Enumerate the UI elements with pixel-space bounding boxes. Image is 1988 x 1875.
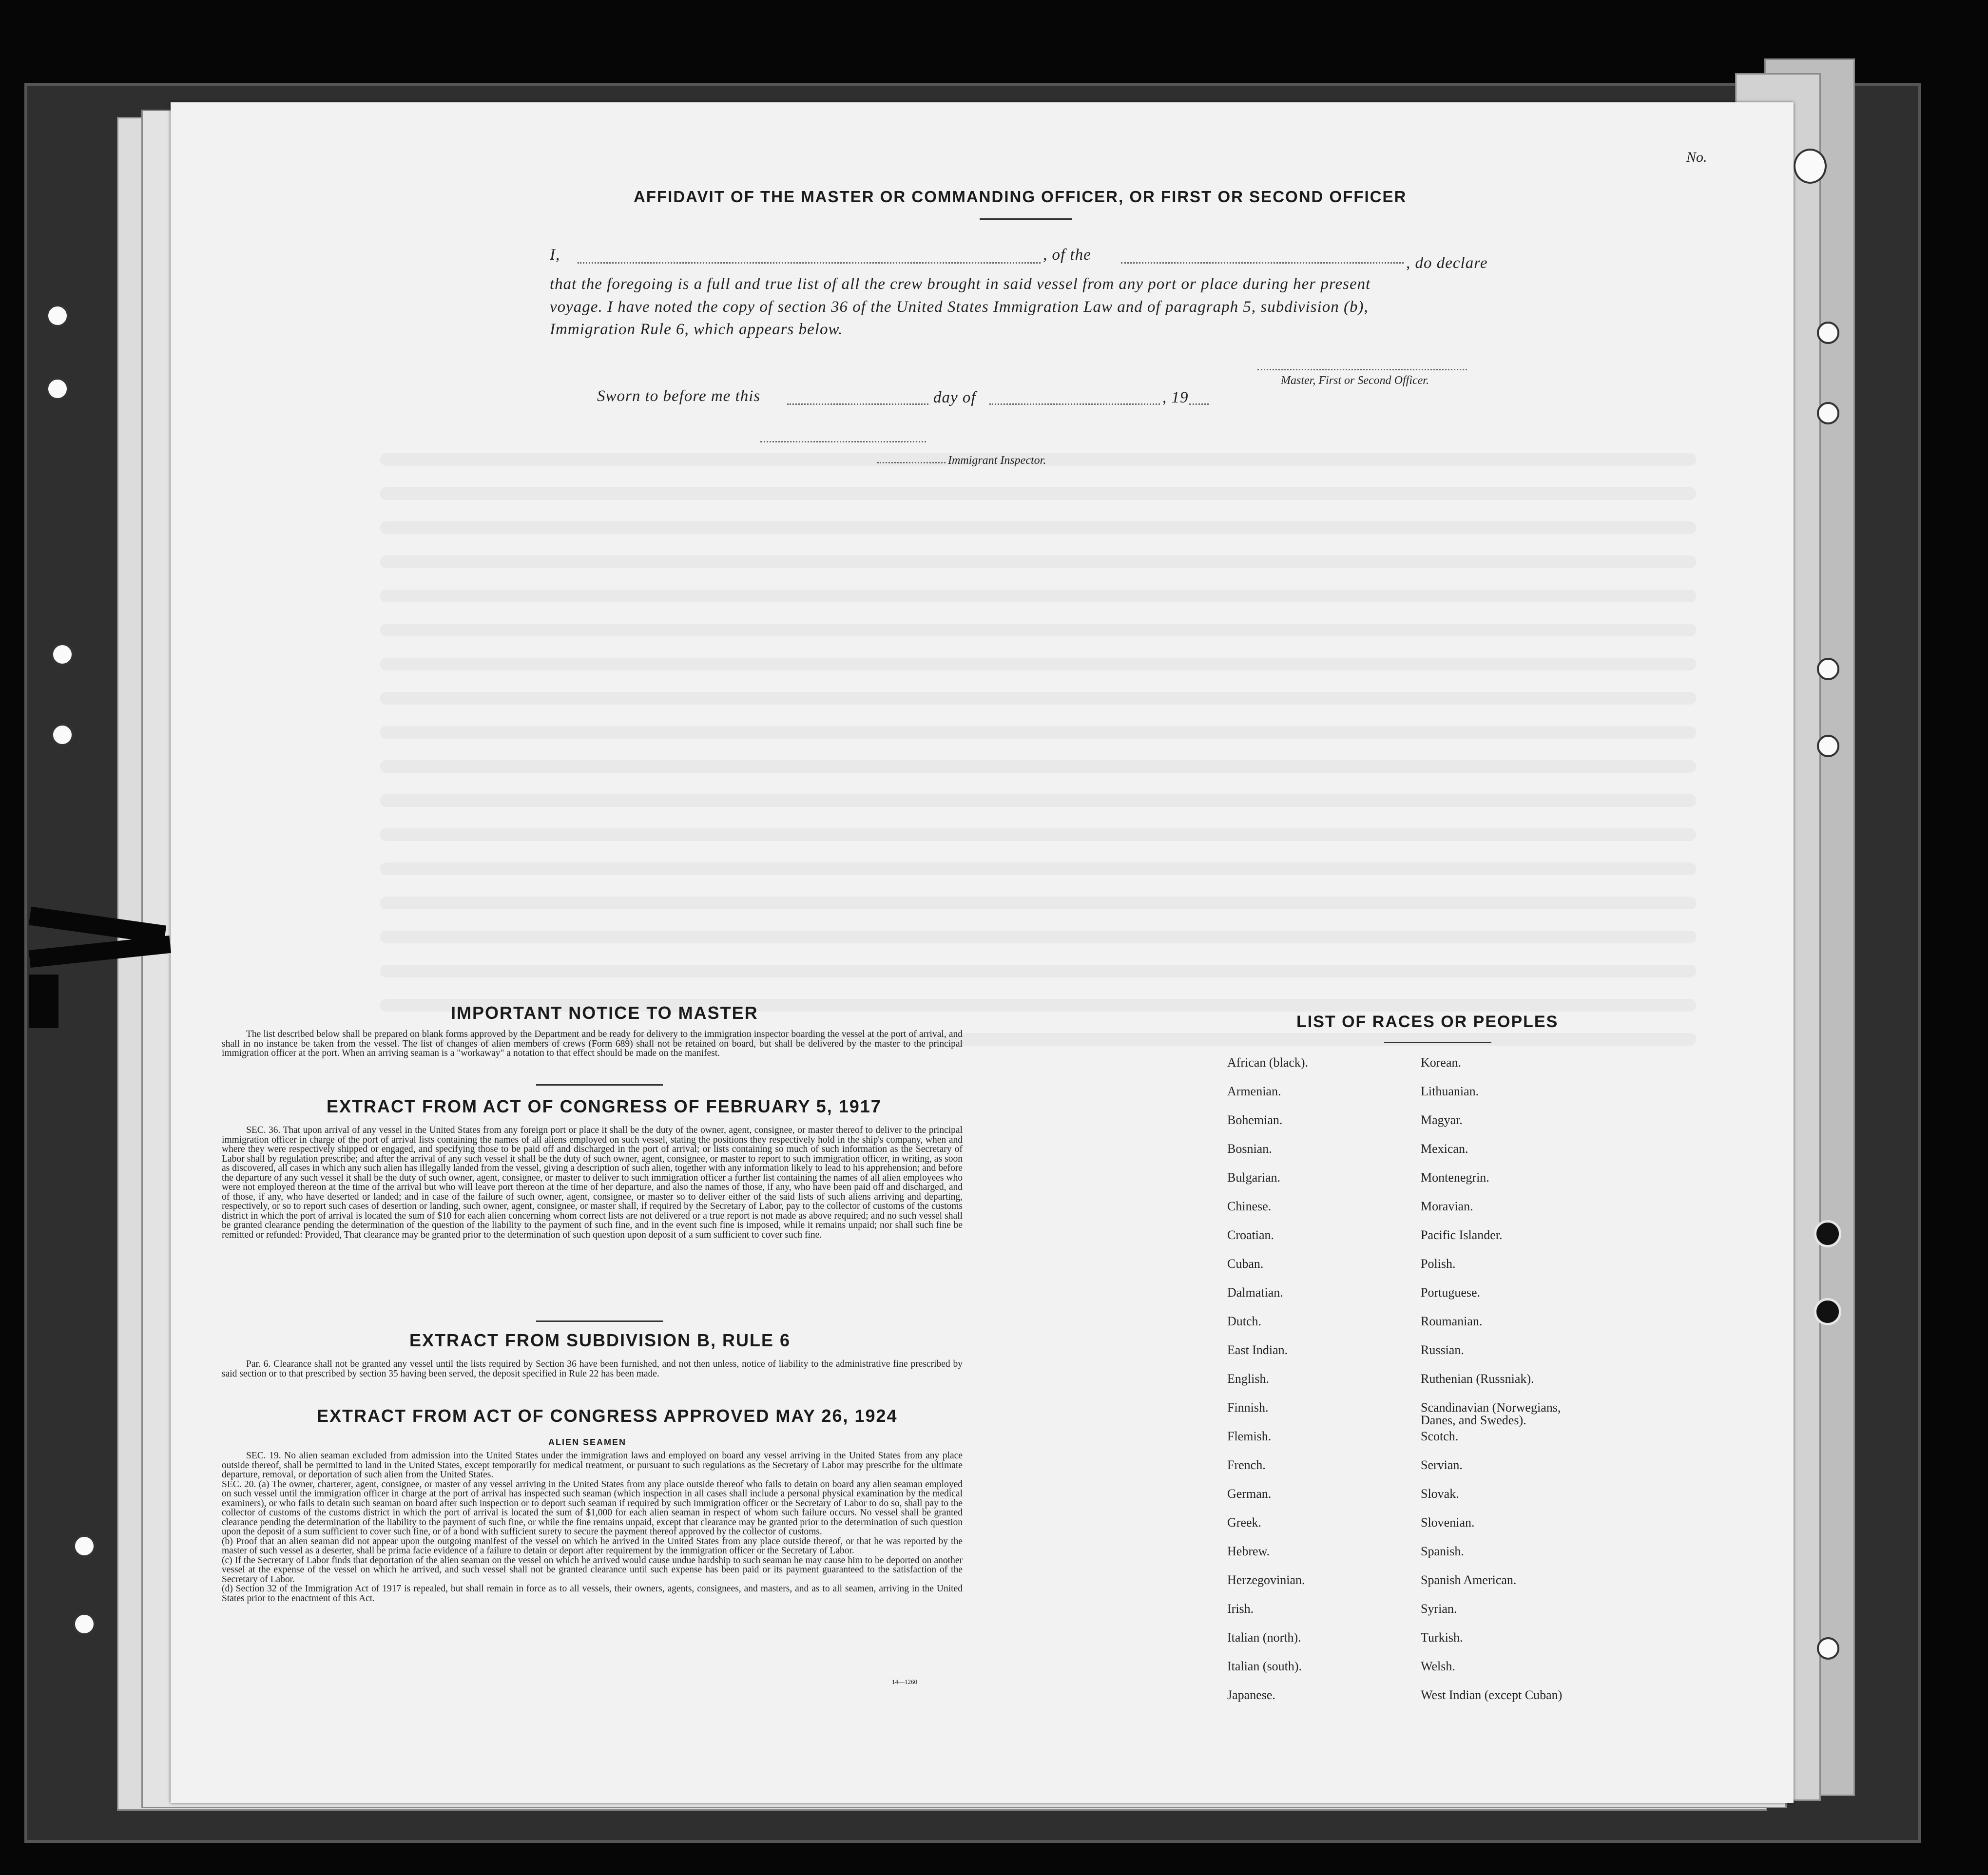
races-rule <box>1384 1042 1491 1043</box>
race-item: Armenian. <box>1227 1084 1281 1098</box>
race-item: Slovenian. <box>1421 1515 1475 1530</box>
binder-hole <box>73 1535 96 1557</box>
bleed-through <box>380 487 1696 500</box>
officer-caption: Master, First or Second Officer. <box>1281 374 1429 387</box>
race-item: Russian. <box>1421 1343 1464 1357</box>
sworn-day-blank <box>787 403 928 405</box>
race-item: Croatian. <box>1227 1228 1274 1242</box>
affidavit-do-declare: , do declare <box>1406 254 1488 272</box>
bleed-through <box>380 726 1696 739</box>
binder-hole <box>1817 402 1839 424</box>
race-item: Slovak. <box>1421 1487 1459 1501</box>
affidavit-i: I, <box>550 246 560 264</box>
race-item: Servian. <box>1421 1458 1463 1472</box>
race-item: Flemish. <box>1227 1429 1272 1443</box>
race-item: Spanish American. <box>1421 1573 1517 1587</box>
race-item: Turkish. <box>1421 1630 1463 1645</box>
bleed-through <box>380 794 1696 807</box>
notice-heading: IMPORTANT NOTICE TO MASTER <box>451 1003 758 1023</box>
binder-hole <box>1814 1298 1841 1325</box>
bleed-through <box>380 828 1696 841</box>
officer-signature-line <box>1257 369 1467 370</box>
sworn-text: Sworn to before me this <box>597 387 761 405</box>
inspector-caption: Immigrant Inspector. <box>948 454 1046 467</box>
bleed-through <box>380 555 1696 568</box>
affidavit-line-4: Immigration Rule 6, which appears below. <box>550 321 843 338</box>
name-blank <box>578 262 1041 264</box>
binder-hole <box>1817 322 1839 344</box>
race-item: Bohemian. <box>1227 1113 1283 1127</box>
page-number-label: No. <box>1686 149 1707 165</box>
race-item: Scotch. <box>1421 1429 1459 1443</box>
inspector-signature-line <box>760 441 926 442</box>
bleed-through <box>380 692 1696 705</box>
day-of-text: day of <box>933 389 976 406</box>
affidavit-title: AFFIDAVIT OF THE MASTER OR COMMANDING OFFICER, OR FIRST OR SECOND OFFICER <box>634 188 1407 206</box>
race-item: Bosnian. <box>1227 1142 1272 1156</box>
race-item: Spanish. <box>1421 1544 1464 1558</box>
race-item: Chinese. <box>1227 1199 1272 1213</box>
binder-hole <box>1817 658 1839 680</box>
race-item: Irish. <box>1227 1602 1254 1616</box>
year-text: , 19 <box>1162 389 1189 406</box>
affidavit-of-the: , of the <box>1043 246 1091 264</box>
binder-hole <box>51 724 74 746</box>
bleed-through <box>380 965 1696 977</box>
bleed-through <box>380 521 1696 534</box>
race-item: Bulgarian. <box>1227 1170 1281 1185</box>
races-column-right <box>1421 1056 1630 1718</box>
title-rule <box>980 218 1072 220</box>
inspector-signature-line-2 <box>877 462 946 463</box>
race-item: French. <box>1227 1458 1266 1472</box>
race-item: Montenegrin. <box>1421 1170 1489 1185</box>
race-item: Herzegovinian. <box>1227 1573 1305 1587</box>
extract-1924-heading: EXTRACT FROM ACT OF CONGRESS APPROVED MAY 26, 1924 <box>317 1406 898 1426</box>
binder-hole <box>1814 1220 1841 1247</box>
race-item: Hebrew. <box>1227 1544 1270 1558</box>
race-item: Polish. <box>1421 1257 1456 1271</box>
races-column-left <box>1227 1056 1437 1718</box>
bleed-through <box>380 897 1696 909</box>
race-item: Japanese. <box>1227 1688 1275 1702</box>
form-number: 14—1260 <box>892 1678 917 1685</box>
binder-hole <box>1794 149 1827 184</box>
race-item: Korean. <box>1421 1055 1462 1070</box>
race-item: Finnish. <box>1227 1400 1269 1415</box>
race-item: Welsh. <box>1421 1659 1455 1673</box>
sworn-month-blank <box>989 403 1160 405</box>
vessel-blank <box>1121 262 1404 264</box>
race-item: Mexican. <box>1421 1142 1468 1156</box>
section-rule <box>536 1084 663 1086</box>
race-item: Magyar. <box>1421 1113 1463 1127</box>
race-item: Italian (south). <box>1227 1659 1302 1673</box>
race-item: English. <box>1227 1372 1269 1386</box>
races-heading: LIST OF RACES OR PEOPLES <box>1296 1013 1559 1031</box>
bleed-through <box>380 624 1696 636</box>
race-item: Cuban. <box>1227 1257 1264 1271</box>
affidavit-line-2: that the foregoing is a full and true list of all the crew brought in said vessel from any port or place during her present <box>550 275 1371 293</box>
race-item: Moravian. <box>1421 1199 1473 1213</box>
race-item: Italian (north). <box>1227 1630 1301 1645</box>
race-item: Ruthenian (Russniak). <box>1421 1372 1534 1386</box>
binder-hole <box>1817 1637 1839 1660</box>
extract-1917-text: SEC. 36. That upon arrival of any vessel in the United States from any foreign port or place it shall be the duty of the owner, agent, consignee, or master thereof to deliver to the principal immigration officer in charge of the port of arrival lists containing the names of all aliens employed on such vessel, stating the positions they respectively hold in the ship's company, when and where they were respectively shipped or engaged, and specifying those to be paid off and discharged in the port of arrival; or lists containing so much of such information as the Secretary of Labor shall by regulation prescribe; and after the arrival of any such vessel it shall be the duty of such owner, agent, consignee, or master to report to such immigration officer, in writing, as soon as discovered, all cases in which any such alien has illegally landed from the vessel, giving a description of such alien, together with any information likely to lead to his apprehension; and before the departure of any such vessel it shall be the duty of such owner, agent, consignee, or master to deliver to such immigration officer a further list containing the names of all alien employees who were not employed thereon at the time of the arrival but who will leave port thereon at the time of her departure, and also the names of those, if any, who have been paid off and discharged, and of those, if any, who have deserted or landed; and in case of the failure of such owner, agent, consignee, or master so to deliver either of the said lists of such aliens arriving and departing, respectively, or so to report such cases of desertion or landing, such owner, agent, consignee, or master shall, if required by the Secretary of Labor, pay to the collector of customs of the customs district in which the port of arrival is located the sum of $10 for each alien concerning whom correct lists are not delivered or a true report is not made as above required; and no such vessel shall be granted clearance pending the determination of the question of the liability to the payment of such fine, and in the event such fine is imposed, while it remains unpaid; nor shall such fine be remitted or refunded: Provided, That clearance may be granted prior to the determination of such question upon deposit of a sum sufficient to cover such fine. <box>222 1125 963 1240</box>
binding-ribbon <box>29 975 58 1028</box>
extract-rule6-text: Par. 6. Clearance shall not be granted any vessel until the lists required by Section 36 have been furnished, and not then unless, notice of liability to the administrative fine prescribed by said section or to that prescribed by section 35 having been served, the deposit specified in Rule 22 has been made. <box>222 1359 963 1379</box>
extract-1924-text: SEC. 19. No alien seaman excluded from admission into the United States under the immigration laws and employed on board any vessel arriving in the United States from any place outside thereof, shall be permitted to land in the United States, except temporarily for medical treatment, or pursuant to such regulations as the Secretary of Labor may prescribe for the ultimate departure, removal, or deportation of such alien from the United States. SEC. 20. (a) The owner, charterer, agent, consignee, or master of any vessel arriving in the United States from any place outside thereof who fails to detain on board any alien seaman employed on such vessel until the immigration officer in charge at the port of arrival has inspected such seaman (which inspection in all cases shall include a personal physical examination by the medical examiners), or who fails to detain such seaman on board after such inspection or to deport such seaman if required by such immigration officer or the Secretary of Labor to do so, shall pay to the collector of customs of the customs district in which the port of arrival is located the sum of $1,000 for each alien seaman in respect of whom such failure occurs. No vessel shall be granted clearance pending the determination of the liability to the payment of such fine, or while the fine remains unpaid, except that clearance may be granted prior to the determination of such question upon the deposit of a sum sufficient to cover such fine, or of a bond with sufficient surety to secure the payment thereof approved by the collector of customs. (b) Proof that an alien seaman did not appear upon the outgoing manifest of the vessel on which he arrived in the United States from any place outside thereof, or that he was reported by the master of such vessel as a deserter, shall be prima facie evidence of a failure to detain or deport after requirement by the immigration officer or the Secretary of Labor. (c) If the Secretary of Labor finds that deportation of the alien seaman on the vessel on which he arrived would cause undue hardship to such seaman he may cause him to be deported on another vessel at the expense of the vessel on which he arrived, and such vessel shall not be granted clearance until such expense has been paid or its payment guaranteed to the satisfaction of the Secretary of Labor. (d) Section 32 of the Immigration Act of 1917 is repealed, but shall remain in force as to all vessels, their owners, agents, consignees, and masters, and as to all seamen, arriving in the United States prior to the enactment of this Act. <box>222 1451 963 1604</box>
race-item: African (black). <box>1227 1055 1309 1070</box>
race-item: German. <box>1227 1487 1272 1501</box>
race-item: Syrian. <box>1421 1602 1457 1616</box>
sworn-year-blank <box>1189 403 1209 405</box>
section-rule <box>536 1320 663 1322</box>
race-item: Lithuanian. <box>1421 1084 1479 1098</box>
race-item: Dalmatian. <box>1227 1285 1283 1300</box>
alien-seamen-subheading: ALIEN SEAMEN <box>548 1437 627 1447</box>
bleed-through <box>380 862 1696 875</box>
race-item: Pacific Islander. <box>1421 1228 1503 1242</box>
race-item: Portuguese. <box>1421 1285 1481 1300</box>
race-item: West Indian (except Cuban) <box>1421 1688 1563 1702</box>
binder-hole <box>51 643 74 666</box>
notice-text: The list described below shall be prepared on blank forms approved by the Department and be ready for delivery to the immigration inspector boarding the vessel at the port of arrival, and shall in no instance be taken from the vessel. The list of changes of alien members of crews (Form 689) shall not be retained on board, but shall be delivered by the master to the principal immigration officer at the port. When an arriving seaman is a "workaway" a notation to that effect should be made on the manifest. <box>222 1029 963 1058</box>
bleed-through <box>380 658 1696 670</box>
bleed-through <box>380 590 1696 602</box>
race-item: Greek. <box>1227 1515 1262 1530</box>
binder-hole <box>1817 735 1839 757</box>
binder-hole <box>46 378 69 400</box>
race-item: Scandinavian (Norwegians, Danes, and Swedes). <box>1421 1400 1561 1427</box>
bleed-through <box>380 931 1696 943</box>
race-item: Dutch. <box>1227 1314 1262 1328</box>
binder-hole <box>73 1613 96 1635</box>
bleed-through <box>380 760 1696 773</box>
race-item: East Indian. <box>1227 1343 1288 1357</box>
binder-hole <box>46 305 69 327</box>
affidavit-line-3: voyage. I have noted the copy of section 36 of the United States Immigration Law and of paragraph 5, subdivision (b), <box>550 298 1369 316</box>
extract-rule6-heading: EXTRACT FROM SUBDIVISION B, RULE 6 <box>409 1330 791 1350</box>
race-item: Roumanian. <box>1421 1314 1483 1328</box>
extract-1917-heading: EXTRACT FROM ACT OF CONGRESS OF FEBRUARY 5, 1917 <box>327 1096 882 1116</box>
